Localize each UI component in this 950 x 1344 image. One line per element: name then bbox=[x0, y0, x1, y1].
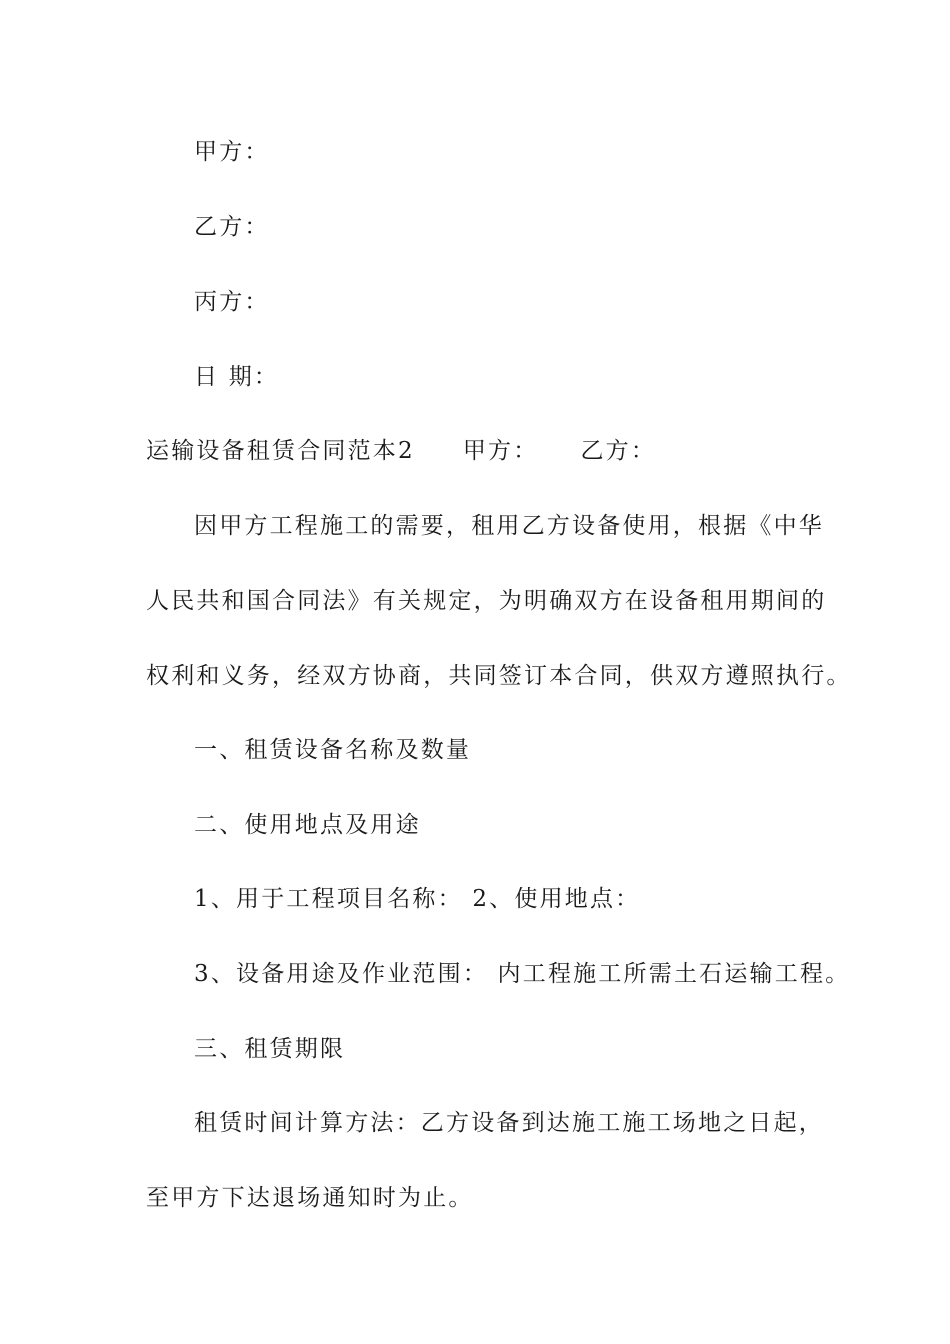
list-item-1-2: 1、用于工程项目名称： 2、使用地点： bbox=[194, 886, 641, 912]
term-paragraph-line-1: 租赁时间计算方法：乙方设备到达施工施工场地之日起， bbox=[194, 1110, 824, 1136]
intro-paragraph-line-1: 因甲方工程施工的需要，租用乙方设备使用，根据《中华 bbox=[194, 513, 824, 539]
heading-party-b: 乙方： bbox=[580, 438, 657, 464]
contract-title: 运输设备租赁合同范本2 bbox=[146, 438, 415, 464]
section-heading-3: 三、租赁期限 bbox=[194, 1036, 346, 1062]
signature-party-a: 甲方： bbox=[194, 139, 270, 165]
intro-paragraph-line-3: 权利和义务，经双方协商，共同签订本合同，供双方遵照执行。 bbox=[146, 663, 852, 689]
section-heading-2: 二、使用地点及用途 bbox=[194, 812, 421, 838]
heading-party-a: 甲方： bbox=[462, 438, 539, 464]
signature-party-c: 丙方： bbox=[194, 289, 270, 315]
signature-party-b: 乙方： bbox=[194, 214, 270, 240]
signature-date: 日 期： bbox=[194, 364, 280, 390]
list-item-3: 3、设备用途及作业范围： 内工程施工所需土石运输工程。 bbox=[194, 961, 851, 987]
term-paragraph-line-2: 至甲方下达退场通知时为止。 bbox=[146, 1185, 474, 1211]
section-heading-1: 一、租赁设备名称及数量 bbox=[194, 737, 472, 763]
contract-heading bbox=[146, 436, 806, 466]
intro-paragraph-line-2: 人民共和国合同法》有关规定，为明确双方在设备租用期间的 bbox=[146, 588, 827, 614]
